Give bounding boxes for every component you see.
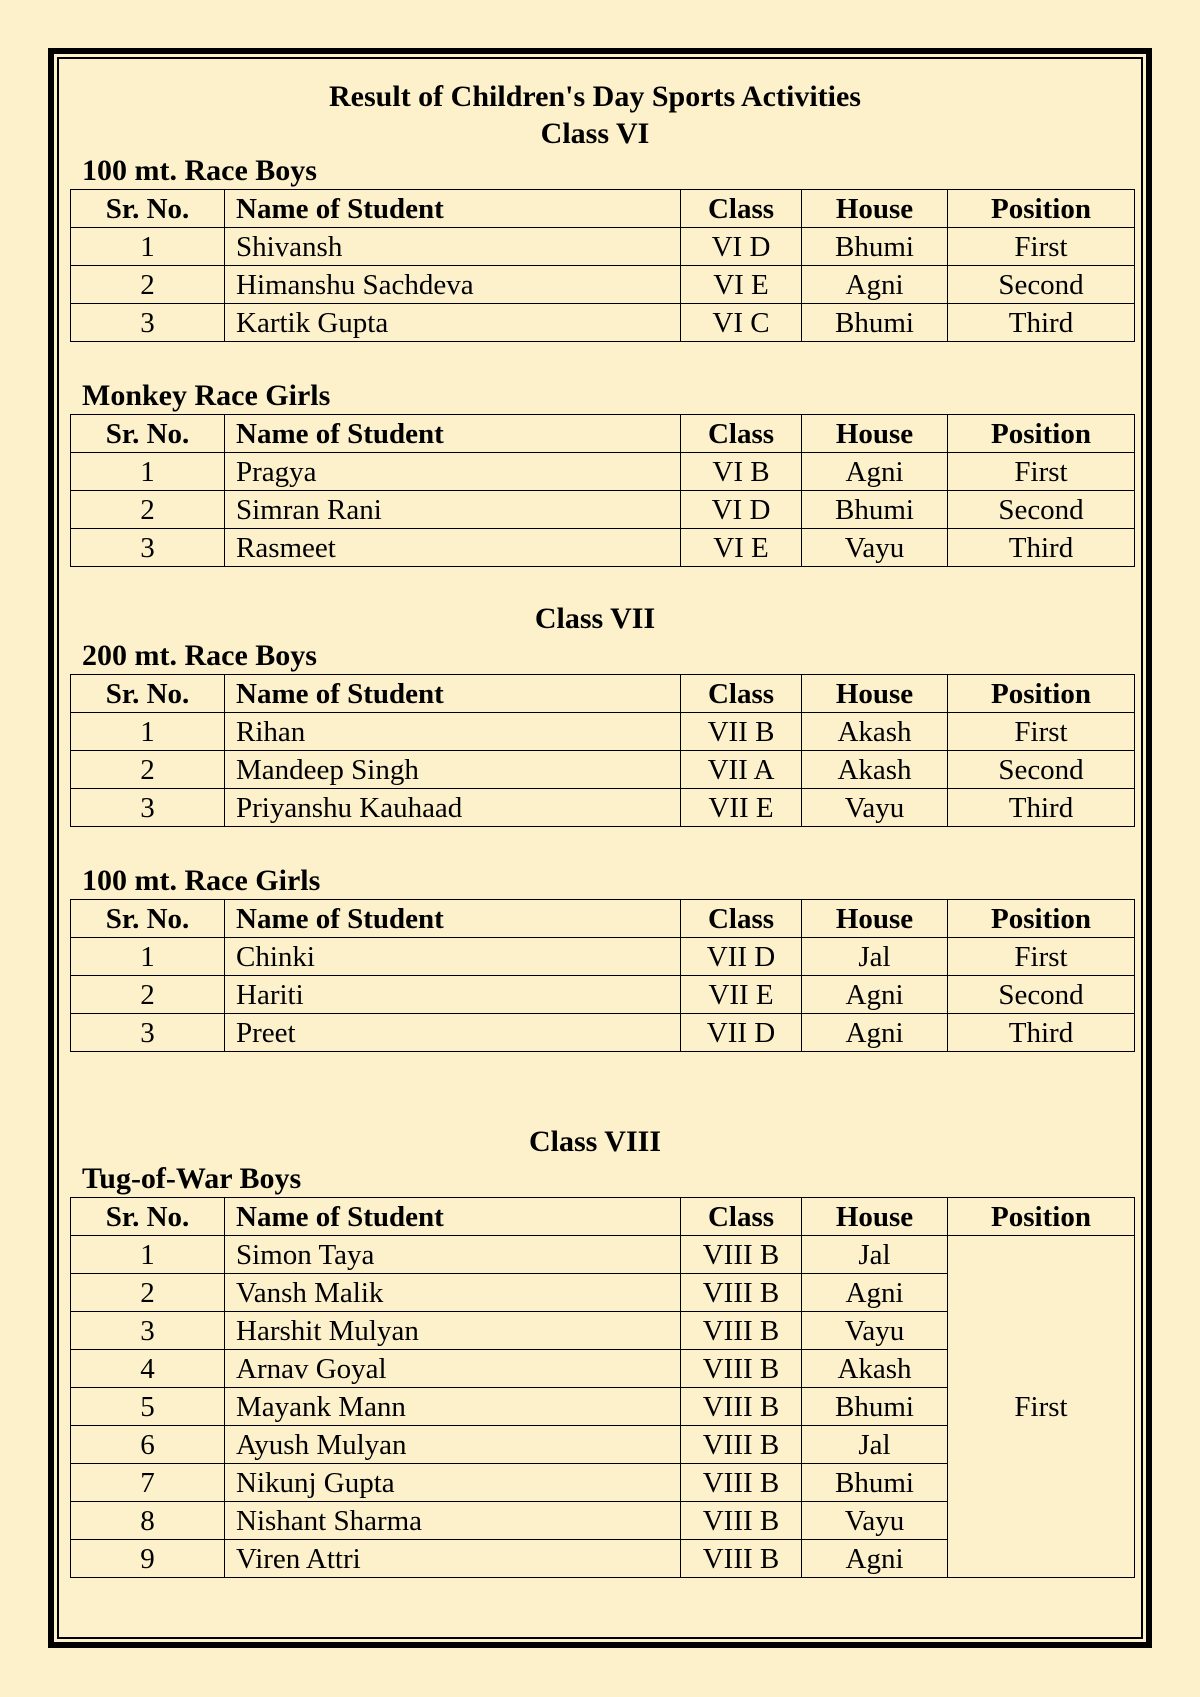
header-class: Class [681, 900, 802, 938]
cell-student-name: Vansh Malik [225, 1274, 681, 1312]
cell-sr-no: 8 [71, 1502, 225, 1540]
cell-class: VIII B [681, 1464, 802, 1502]
cell-student-name: Chinki [225, 938, 681, 976]
cell-class: VII E [681, 976, 802, 1014]
cell-house: Agni [802, 1014, 948, 1052]
cell-class: VIII B [681, 1540, 802, 1578]
cell-student-name: Simran Rani [225, 491, 681, 529]
header-position: Position [948, 415, 1135, 453]
table-row [71, 304, 1135, 342]
event-title-monkey-girls: Monkey Race Girls [82, 379, 331, 412]
cell-position: Third [948, 529, 1135, 567]
cell-class: VI C [681, 304, 802, 342]
cell-class: VI E [681, 529, 802, 567]
cell-sr-no: 2 [71, 1274, 225, 1312]
table-header-row [71, 190, 1135, 228]
cell-class: VII D [681, 938, 802, 976]
class-vii-heading: Class VII [534, 602, 656, 635]
header-house: House [802, 1198, 948, 1236]
cell-class: VII E [681, 789, 802, 827]
cell-position: First [948, 713, 1135, 751]
header-sr-no: Sr. No. [71, 1198, 225, 1236]
cell-class: VI D [681, 228, 802, 266]
header-sr-no: Sr. No. [71, 190, 225, 228]
table-row [71, 938, 1135, 976]
cell-house: Jal [802, 1236, 948, 1274]
cell-sr-no: 6 [71, 1426, 225, 1464]
cell-student-name: Simon Taya [225, 1236, 681, 1274]
cell-student-name: Himanshu Sachdeva [225, 266, 681, 304]
cell-class: VI E [681, 266, 802, 304]
table-row [71, 1014, 1135, 1052]
cell-sr-no: 3 [71, 304, 225, 342]
cell-student-name: Priyanshu Kauhaad [225, 789, 681, 827]
cell-student-name: Shivansh [225, 228, 681, 266]
cell-house: Agni [802, 1274, 948, 1312]
cell-sr-no: 1 [71, 1236, 225, 1274]
table-header-row [71, 415, 1135, 453]
header-class: Class [681, 415, 802, 453]
header-position: Position [948, 675, 1135, 713]
header-house: House [802, 415, 948, 453]
cell-team-position: First [948, 1236, 1135, 1578]
cell-class: VII B [681, 713, 802, 751]
event-title-200m-boys: 200 mt. Race Boys [82, 639, 317, 672]
document-body [70, 78, 1120, 1578]
header-sr-no: Sr. No. [71, 675, 225, 713]
header-class: Class [681, 190, 802, 228]
cell-class: VIII B [681, 1502, 802, 1540]
header-position: Position [948, 190, 1135, 228]
cell-sr-no: 1 [71, 453, 225, 491]
header-name: Name of Student [225, 900, 681, 938]
cell-house: Bhumi [802, 304, 948, 342]
cell-position: Second [948, 751, 1135, 789]
header-name: Name of Student [225, 415, 681, 453]
cell-sr-no: 4 [71, 1350, 225, 1388]
cell-student-name: Hariti [225, 976, 681, 1014]
cell-sr-no: 1 [71, 938, 225, 976]
cell-sr-no: 9 [71, 1540, 225, 1578]
cell-student-name: Nishant Sharma [225, 1502, 681, 1540]
header-name: Name of Student [225, 190, 681, 228]
table-row [71, 266, 1135, 304]
table-header-row [71, 675, 1135, 713]
cell-house: Vayu [802, 1502, 948, 1540]
cell-student-name: Nikunj Gupta [225, 1464, 681, 1502]
cell-house: Vayu [802, 1312, 948, 1350]
table-row [71, 789, 1135, 827]
cell-house: Bhumi [802, 228, 948, 266]
cell-class: VII D [681, 1014, 802, 1052]
cell-student-name: Harshit Mulyan [225, 1312, 681, 1350]
cell-sr-no: 2 [71, 266, 225, 304]
event-title-tug-of-war-boys: Tug-of-War Boys [82, 1162, 302, 1195]
event-title-100m-girls: 100 mt. Race Girls [82, 864, 321, 897]
table-row [71, 228, 1135, 266]
cell-class: VII A [681, 751, 802, 789]
cell-student-name: Ayush Mulyan [225, 1426, 681, 1464]
cell-student-name: Mandeep Singh [225, 751, 681, 789]
cell-class: VIII B [681, 1274, 802, 1312]
cell-class: VI B [681, 453, 802, 491]
cell-house: Bhumi [802, 1388, 948, 1426]
cell-sr-no: 3 [71, 789, 225, 827]
header-position: Position [948, 900, 1135, 938]
table-row [71, 491, 1135, 529]
cell-class: VI D [681, 491, 802, 529]
cell-sr-no: 1 [71, 713, 225, 751]
cell-house: Agni [802, 266, 948, 304]
header-name: Name of Student [225, 675, 681, 713]
cell-sr-no: 5 [71, 1388, 225, 1426]
cell-position: First [948, 228, 1135, 266]
cell-sr-no: 3 [71, 529, 225, 567]
cell-position: Second [948, 976, 1135, 1014]
cell-class: VIII B [681, 1350, 802, 1388]
cell-position: Third [948, 304, 1135, 342]
table-row [71, 751, 1135, 789]
cell-sr-no: 7 [71, 1464, 225, 1502]
header-sr-no: Sr. No. [71, 415, 225, 453]
cell-student-name: Viren Attri [225, 1540, 681, 1578]
cell-sr-no: 3 [71, 1014, 225, 1052]
cell-position: First [948, 938, 1135, 976]
header-sr-no: Sr. No. [71, 900, 225, 938]
table-row [71, 1236, 1135, 1274]
cell-student-name: Rihan [225, 713, 681, 751]
class-vi-heading: Class VI [540, 117, 650, 150]
cell-house: Bhumi [802, 491, 948, 529]
cell-class: VIII B [681, 1426, 802, 1464]
header-class: Class [681, 1198, 802, 1236]
cell-class: VIII B [681, 1312, 802, 1350]
cell-position: Third [948, 1014, 1135, 1052]
results-table [70, 414, 1135, 567]
cell-student-name: Pragya [225, 453, 681, 491]
table-row [71, 529, 1135, 567]
table-row [71, 976, 1135, 1014]
cell-student-name: Kartik Gupta [225, 304, 681, 342]
cell-house: Agni [802, 1540, 948, 1578]
cell-student-name: Mayank Mann [225, 1388, 681, 1426]
cell-house: Jal [802, 938, 948, 976]
results-table [70, 189, 1135, 342]
cell-sr-no: 2 [71, 976, 225, 1014]
cell-class: VIII B [681, 1236, 802, 1274]
cell-house: Vayu [802, 529, 948, 567]
cell-house: Akash [802, 1350, 948, 1388]
cell-student-name: Preet [225, 1014, 681, 1052]
cell-position: First [948, 453, 1135, 491]
header-house: House [802, 900, 948, 938]
cell-house: Vayu [802, 789, 948, 827]
class-viii-heading: Class VIII [529, 1125, 661, 1158]
table-row [71, 453, 1135, 491]
cell-class: VIII B [681, 1388, 802, 1426]
cell-student-name: Arnav Goyal [225, 1350, 681, 1388]
cell-position: Second [948, 491, 1135, 529]
header-house: House [802, 675, 948, 713]
cell-house: Agni [802, 976, 948, 1014]
header-position: Position [948, 1198, 1135, 1236]
cell-house: Bhumi [802, 1464, 948, 1502]
header-house: House [802, 190, 948, 228]
cell-house: Akash [802, 751, 948, 789]
cell-sr-no: 2 [71, 491, 225, 529]
results-table [70, 674, 1135, 827]
cell-student-name: Rasmeet [225, 529, 681, 567]
results-table [70, 899, 1135, 1052]
cell-sr-no: 1 [71, 228, 225, 266]
header-name: Name of Student [225, 1198, 681, 1236]
document-title: Result of Children's Day Sports Activities [329, 80, 861, 113]
cell-position: Second [948, 266, 1135, 304]
cell-house: Agni [802, 453, 948, 491]
table-header-row [71, 1198, 1135, 1236]
cell-sr-no: 3 [71, 1312, 225, 1350]
cell-house: Jal [802, 1426, 948, 1464]
table-header-row [71, 900, 1135, 938]
table-row [71, 713, 1135, 751]
tug-of-war-table [70, 1197, 1135, 1578]
header-class: Class [681, 675, 802, 713]
event-title-100m-boys: 100 mt. Race Boys [82, 154, 317, 187]
cell-sr-no: 2 [71, 751, 225, 789]
cell-house: Akash [802, 713, 948, 751]
cell-position: Third [948, 789, 1135, 827]
